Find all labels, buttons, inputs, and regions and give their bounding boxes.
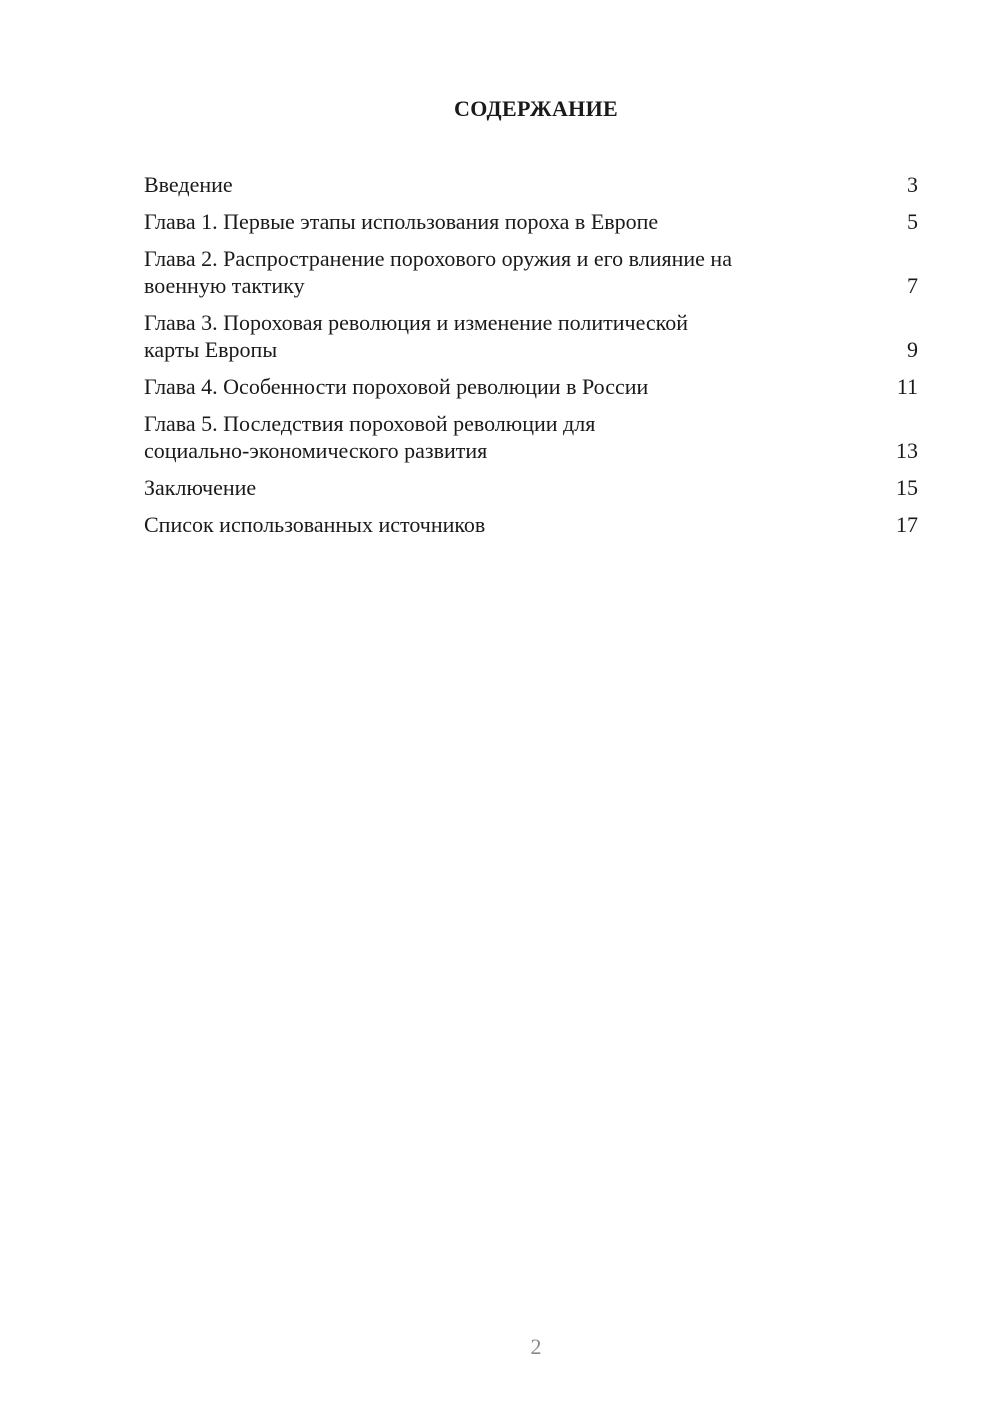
toc-entry-references [144, 511, 918, 538]
toc-entry-chapter-1 [144, 208, 918, 235]
page-title: СОДЕРЖАНИЕ [454, 96, 618, 121]
toc-entry-chapter-2 [144, 245, 918, 299]
toc-entry-title: Глава 1. Первые этапы использования пороха в Европе [144, 209, 659, 234]
toc-entry-page-number: 11 [896, 374, 918, 399]
toc-entry-title: Введение [144, 172, 233, 197]
toc-entry-introduction [144, 171, 918, 198]
toc-entry-chapter-5 [144, 410, 918, 464]
toc-entry-conclusion [144, 474, 918, 501]
toc-entry-chapter-3 [144, 309, 918, 363]
toc-entry-title: Глава 4. Особенности пороховой революции в России [144, 374, 649, 399]
toc-entry-page-number: 9 [907, 337, 918, 362]
toc-entry-page-number: 15 [896, 475, 918, 500]
toc-entry-title: Глава 2. Распространение порохового оружия и его влияние на военную тактику [144, 246, 732, 298]
toc-entry-title: Список использованных источников [144, 512, 486, 537]
page-number: 2 [530, 1334, 542, 1359]
toc-entry-page-number: 3 [907, 172, 918, 197]
toc-entry-title: Глава 5. Последствия пороховой революции для социально-экономического развития [144, 411, 596, 463]
toc-entry-page-number: 7 [907, 273, 918, 298]
table-of-contents [144, 171, 918, 548]
toc-entry-page-number: 13 [896, 438, 918, 463]
toc-entry-title: Глава 3. Пороховая революция и изменение политической карты Европы [144, 310, 689, 362]
toc-entry-page-number: 5 [907, 209, 918, 234]
toc-entry-chapter-4 [144, 373, 918, 400]
toc-entry-page-number: 17 [896, 512, 918, 537]
toc-entry-title: Заключение [144, 475, 257, 500]
